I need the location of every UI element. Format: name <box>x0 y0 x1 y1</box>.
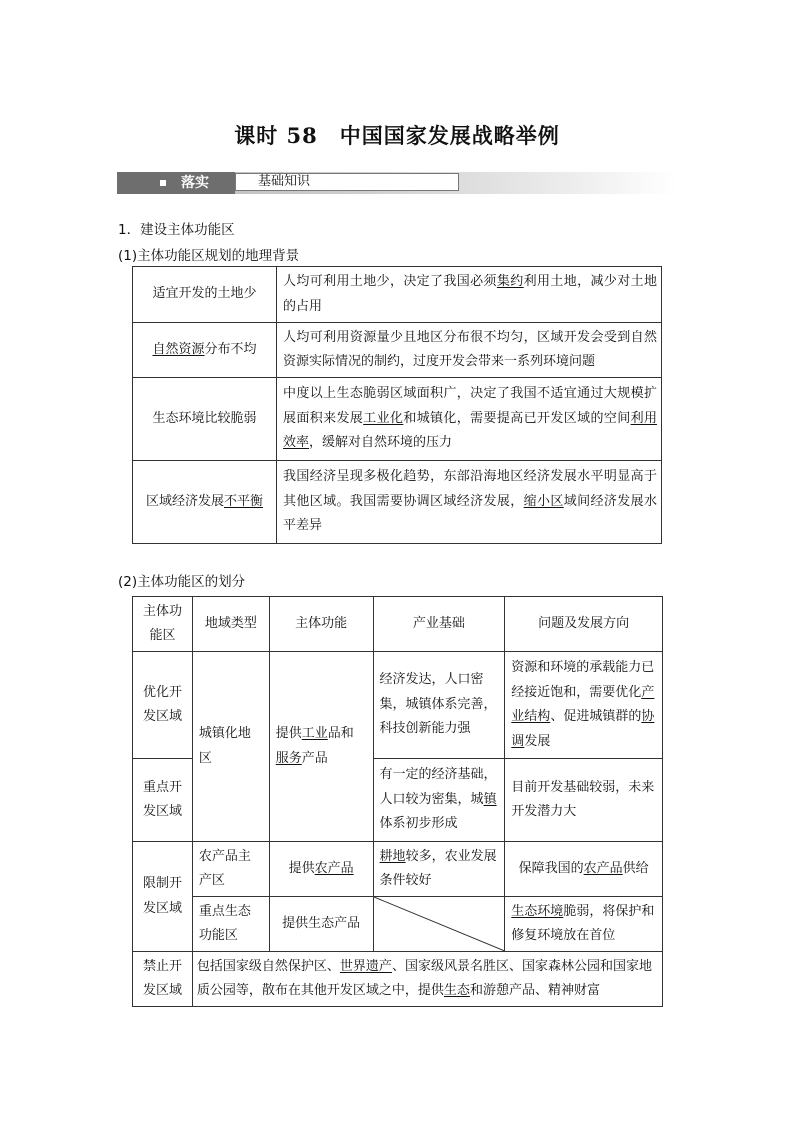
table-value-cell: 人均可利用资源量少且地区分布很不均匀，区域开发会受到自然资源实际情况的制约，过度开发会带来一系列环境问题 <box>277 323 662 378</box>
table-header-cell: 主体功能 <box>269 597 373 652</box>
square-bullet-icon <box>160 180 166 186</box>
table-row <box>133 461 662 544</box>
function-cell: 提供农产品 <box>269 842 373 897</box>
function-cell: 提供生态产品 <box>269 897 373 952</box>
page-title: 课时 58 中国国家发展战略举例 <box>234 123 560 148</box>
division-table <box>132 596 663 1007</box>
function-cell: 提供工业品和服务产品 <box>269 652 373 842</box>
description-cell: 包括国家级自然保护区、世界遗产、国家级风景名胜区、国家森林公园和国家地质公园等，散布在其他开发区域之中，提供生态和游憩产品、精神财富 <box>192 952 662 1007</box>
table-header-cell: 问题及发展方向 <box>505 597 663 652</box>
table-row <box>133 323 662 378</box>
table-header-cell: 地域类型 <box>192 597 269 652</box>
table-value-cell: 人均可利用土地少，决定了我国必须集约利用土地，减少对土地的占用 <box>277 267 662 323</box>
table-row <box>133 897 663 952</box>
table-row <box>133 267 662 323</box>
table-header-row <box>133 597 663 652</box>
region-cell: 重点生态功能区 <box>192 897 269 952</box>
direction-cell: 生态环境脆弱，将保护和修复环境放在首位 <box>505 897 663 952</box>
base-cell: 耕地较多，农业发展条件较好 <box>373 842 505 897</box>
base-cell: 经济发达，人口密集，城镇体系完善，科技创新能力强 <box>373 652 505 759</box>
subsection-heading-background: (1)主体功能区规划的地理背景 <box>118 248 300 264</box>
table-row <box>133 842 663 897</box>
direction-cell: 目前开发基础较弱，未来开发潜力大 <box>505 759 663 842</box>
zone-cell: 禁止开发区域 <box>133 952 193 1007</box>
base-cell: 有一定的经济基础，人口较为密集，城镇体系初步形成 <box>373 759 505 842</box>
section-banner <box>117 172 677 194</box>
region-cell: 城镇化地区 <box>192 652 269 842</box>
table-key-cell: 适宜开发的土地少 <box>133 267 277 323</box>
banner-dark-label: 落实 <box>181 175 209 191</box>
table-header-cell: 产业基础 <box>373 597 505 652</box>
section-heading: 1．建设主体功能区 <box>118 222 235 238</box>
zone-cell: 限制开发区域 <box>133 842 193 952</box>
banner-light-tab <box>235 173 459 191</box>
table-row <box>133 952 663 1007</box>
subsection-heading-division: (2)主体功能区的划分 <box>118 574 246 590</box>
banner-light-label: 基础知识 <box>258 174 311 189</box>
zone-cell: 重点开发区域 <box>133 759 193 842</box>
table-value-cell: 我国经济呈现多极化趋势，东部沿海地区经济发展水平明显高于其他区域。我国需要协调区域经济发展，缩小区域间经济发展水平差异 <box>277 461 662 544</box>
table-header-cell: 主体功能区 <box>133 597 193 652</box>
table-row <box>133 378 662 461</box>
empty-diagonal-cell <box>373 897 505 952</box>
table-key-cell: 区域经济发展不平衡 <box>133 461 277 544</box>
table-key-cell: 生态环境比较脆弱 <box>133 378 277 461</box>
zone-cell: 优化开发区域 <box>133 652 193 759</box>
direction-cell: 保障我国的农产品供给 <box>505 842 663 897</box>
banner-dark-tab <box>117 172 235 194</box>
direction-cell: 资源和环境的承载能力已经接近饱和，需要优化产业结构、促进城镇群的协调发展 <box>505 652 663 759</box>
table-value-cell: 中度以上生态脆弱区域面积广，决定了我国不适宜通过大规模扩展面积来发展工业化和城镇化，需要提高已开发区域的空间利用效率，缓解对自然环境的压力 <box>277 378 662 461</box>
diagonal-line <box>374 897 505 951</box>
table-key-cell: 自然资源分布不均 <box>133 323 277 378</box>
region-cell: 农产品主产区 <box>192 842 269 897</box>
background-table <box>132 266 662 544</box>
table-row <box>133 652 663 759</box>
